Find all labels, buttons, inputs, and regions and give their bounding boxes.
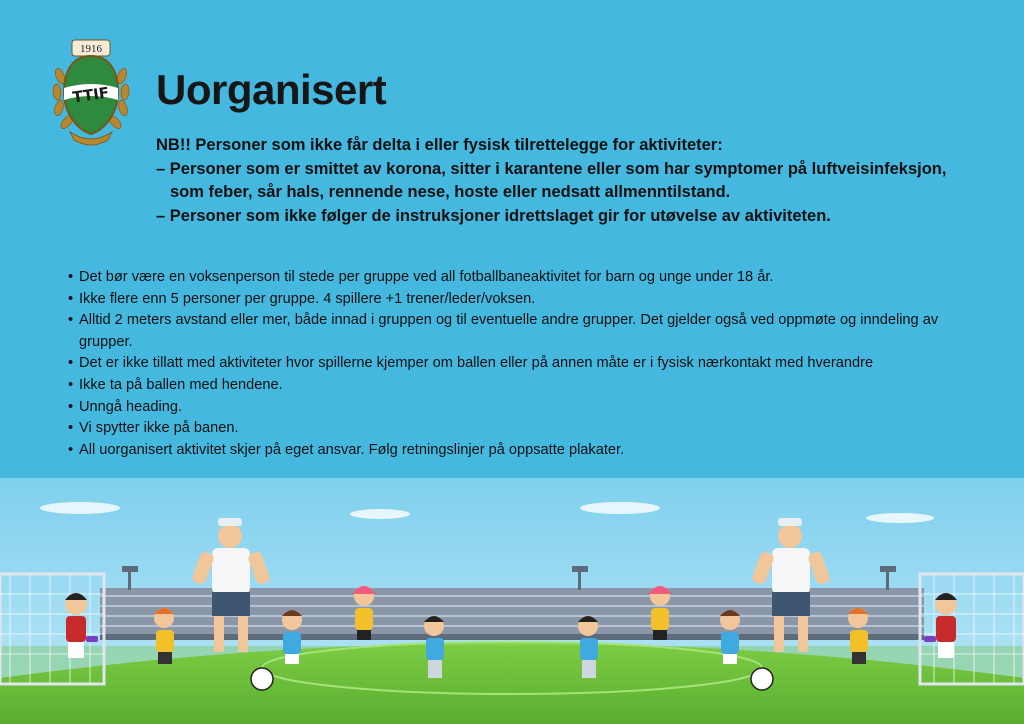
child-player [720,610,740,664]
warning-heading: NB!! Personer som ikke får delta i eller fysisk tilrettelegge for aktiviteter: [156,136,723,154]
rule-item: • Det bør være en voksenperson til stede per gruppe ved all fotballbaneaktivitet for barn og unge under 18 år. [68,267,968,289]
logo-year: 1916 [80,43,102,55]
rule-item: • Det er ikke tillatt med aktiviteter hvor spillerne kjemper om ballen eller på annen måte er i fysisk nærkontakt med hverandre [68,353,968,375]
child-player [282,610,302,664]
football-field-illustration [0,478,1024,724]
club-logo [52,36,130,148]
ball-icon [751,668,773,690]
rule-item: • Unngå heading. [68,397,968,419]
warning-item-continued: som feber, sår hals, rennende nese, hoste eller nedsatt allmenntilstand. [170,183,731,201]
rule-item: • All uorganisert aktivitet skjer på eget ansvar. Følg retningslinjer på oppsatte plakater. [68,440,968,462]
warning-item: – Personer som er smittet av korona, sitter i karantene eller som har symptomer på luftveisinfeksjon, [156,159,947,178]
page-title: Uorganisert [156,66,387,113]
ball-icon [251,668,273,690]
rule-item: • Alltid 2 meters avstand eller mer, både innad i gruppen og til eventuelle andre grupper. Det gjelder også ved oppmøte og inndeling av grupper. [68,310,968,353]
rules-list [68,267,968,461]
rule-item: • Vi spytter ikke på banen. [68,418,968,440]
rule-item: • Ikke flere enn 5 personer per gruppe. 4 spillere +1 trener/leder/voksen. [68,289,968,311]
logo-text: TTIF [71,83,111,107]
warning-item: – Personer som ikke følger de instruksjoner idrettslaget gir for utøvelse av aktiviteten. [156,206,831,225]
rule-item: • Ikke ta på ballen med hendene. [68,375,968,397]
warning-block [156,134,976,228]
